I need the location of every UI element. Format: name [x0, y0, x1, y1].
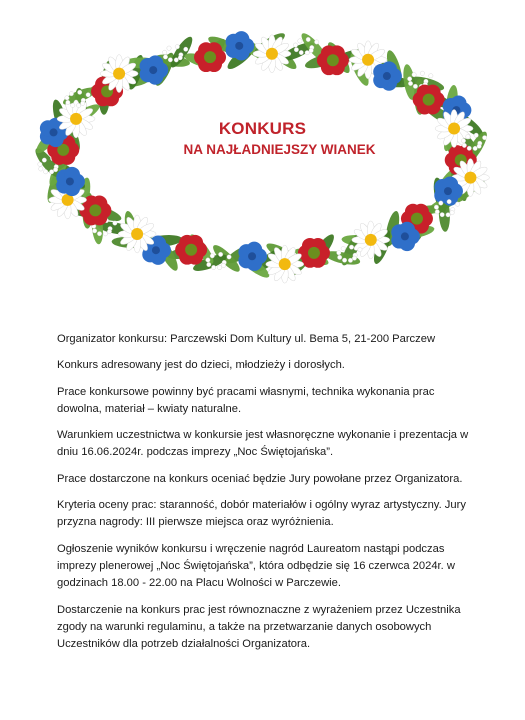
babys-breath-icon	[174, 58, 178, 62]
babys-breath-icon	[53, 167, 57, 171]
babys-breath-icon	[306, 37, 310, 41]
babys-breath-icon	[107, 229, 111, 233]
red-flower-center-icon	[185, 244, 197, 256]
page-subtitle: NA NAJŁADNIEJSZY WIANEK	[183, 142, 376, 157]
babys-breath-icon	[439, 201, 443, 205]
babys-breath-icon	[408, 81, 412, 85]
babys-breath-icon	[210, 254, 214, 258]
babys-breath-icon	[447, 199, 451, 203]
babys-breath-icon	[76, 103, 80, 107]
babys-breath-icon	[434, 205, 438, 209]
daisy-center-icon	[131, 228, 143, 240]
daisy-center-icon	[279, 258, 291, 270]
babys-breath-icon	[298, 39, 302, 43]
babys-breath-icon	[43, 170, 47, 174]
babys-breath-icon	[294, 47, 298, 51]
babys-breath-icon	[293, 43, 297, 47]
daisy-center-icon	[266, 48, 278, 60]
daisy-center-icon	[365, 234, 377, 246]
babys-breath-icon	[420, 71, 424, 75]
page-title: KONKURS	[218, 119, 307, 138]
paragraph-organizer: Organizator konkursu: Parczewski Dom Kultury ul. Bema 5, 21-200 Parczew	[57, 333, 436, 345]
daisy-center-icon	[362, 54, 374, 66]
babys-breath-icon	[358, 247, 362, 251]
babys-breath-icon	[206, 258, 210, 262]
babys-breath-icon	[113, 221, 117, 225]
babys-breath-icon	[341, 246, 345, 250]
babys-breath-icon	[168, 58, 172, 62]
babys-breath-icon	[80, 101, 84, 105]
paragraph-jury: Prace dostarczone na konkurs oceniać będzie Jury powołane przez Organizatora.	[57, 472, 463, 485]
babys-breath-icon	[299, 50, 303, 54]
babys-breath-icon	[450, 210, 454, 214]
babys-breath-icon	[217, 265, 221, 269]
paragraph-participation: Warunkiem uczestnictwa w konkursie jest własnoręczne wykonanie i prezentacja w dniu 16.06.2024r. podczas imprezy „Noc Świętojańska”.	[57, 429, 469, 459]
babys-breath-icon	[435, 210, 439, 214]
babys-breath-icon	[412, 73, 416, 77]
blue-flower-center-icon	[401, 232, 409, 240]
blue-flower-center-icon	[248, 252, 256, 260]
babys-breath-icon	[65, 96, 69, 100]
paragraph-audience: Konkurs adresowany jest do dzieci, młodzieży i dorosłych.	[57, 359, 345, 372]
red-flower-center-icon	[204, 51, 216, 63]
babys-breath-icon	[97, 231, 101, 235]
document-body	[57, 331, 477, 662]
blue-flower-center-icon	[152, 246, 160, 254]
babys-breath-icon	[184, 47, 188, 51]
babys-breath-icon	[207, 262, 211, 266]
babys-breath-icon	[314, 40, 318, 44]
babys-breath-icon	[429, 74, 433, 78]
blue-flower-center-icon	[66, 177, 74, 185]
babys-breath-icon	[103, 232, 107, 236]
babys-breath-icon	[38, 162, 42, 166]
babys-breath-icon	[348, 258, 352, 262]
babys-breath-icon	[446, 213, 450, 217]
paragraph-materials: Prace konkursowe powinny być pracami własnymi, technika wykonania prac dowolna, materiał – kwiaty naturalne.	[57, 385, 435, 415]
babys-breath-icon	[337, 255, 341, 259]
babys-breath-icon	[178, 56, 182, 60]
babys-breath-icon	[337, 251, 341, 255]
babys-breath-icon	[349, 245, 353, 249]
babys-breath-icon	[407, 77, 411, 81]
babys-breath-icon	[167, 46, 171, 50]
red-flower-center-icon	[327, 54, 339, 66]
red-flower-center-icon	[308, 247, 320, 259]
blue-flower-center-icon	[149, 66, 157, 74]
babys-breath-icon	[86, 93, 90, 97]
babys-breath-icon	[413, 84, 417, 88]
babys-breath-icon	[69, 92, 73, 96]
babys-breath-icon	[221, 263, 225, 267]
red-flower-center-icon	[89, 204, 101, 216]
title-block	[0, 118, 525, 160]
red-flower-center-icon	[423, 94, 435, 106]
babys-breath-icon	[39, 167, 43, 171]
babys-breath-icon	[163, 55, 167, 59]
babys-breath-icon	[162, 50, 166, 54]
babys-breath-icon	[227, 255, 231, 259]
babys-breath-icon	[71, 103, 75, 107]
babys-breath-icon	[211, 265, 215, 269]
daisy-center-icon	[113, 68, 125, 80]
blue-flower-center-icon	[383, 72, 391, 80]
blue-flower-center-icon	[444, 187, 452, 195]
babys-breath-icon	[305, 50, 309, 54]
babys-breath-icon	[78, 90, 82, 94]
babys-breath-icon	[309, 48, 313, 52]
paragraph-consent: Dostarczenie na konkurs prac jest równoznaczne z wyrażeniem przez Uczestnika zgody na warunki regulaminu, a także na przetwarzanie danych osobowych Uczestników dla potrzeb działalności Organizatora.	[57, 603, 461, 651]
babys-breath-icon	[92, 229, 96, 233]
daisy-center-icon	[464, 172, 476, 184]
red-flower-center-icon	[411, 213, 423, 225]
paragraph-criteria: Kryteria oceny prac: staranność, dobór materiałów i ogólny wyraz artystyczny. Jury przyzna nagrody: III pierwsze miejsca oraz wyróżnienia.	[57, 499, 466, 529]
blue-flower-center-icon	[235, 42, 243, 50]
paragraph-results: Ogłoszenie wyników konkursu i wręczenie nagród Laureatom nastąpi podczas imprezy plenerowej „Noc Świętojańska”, która odbędzie się 16 czerwca 2024r. w godzinach 18.00 - 22.00 na Placu Wolności w Parczewie.	[57, 542, 455, 590]
babys-breath-icon	[455, 202, 459, 206]
babys-breath-icon	[218, 252, 222, 256]
babys-breath-icon	[175, 45, 179, 49]
babys-breath-icon	[352, 256, 356, 260]
babys-breath-icon	[49, 170, 53, 174]
babys-breath-icon	[440, 212, 444, 216]
babys-breath-icon	[66, 100, 70, 104]
babys-breath-icon	[342, 258, 346, 262]
